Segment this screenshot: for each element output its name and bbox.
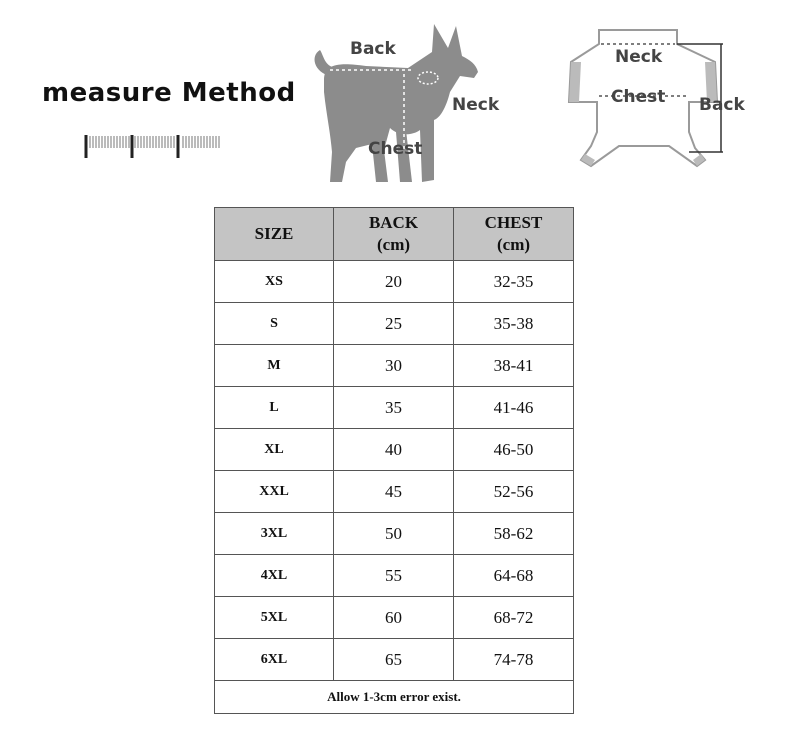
size-cell: 4XL xyxy=(215,555,334,597)
table-row xyxy=(215,555,574,597)
back-cell: 25 xyxy=(334,303,454,345)
header-chest-line2: (cm) xyxy=(496,235,531,254)
chest-cell: 38-41 xyxy=(454,345,574,387)
garment-neck-label: Neck xyxy=(615,47,663,67)
table-row xyxy=(215,639,574,681)
header-back xyxy=(334,208,454,261)
header-chest-line1: CHEST xyxy=(484,213,543,232)
table-note: Allow 1-3cm error exist. xyxy=(215,681,574,714)
size-cell: L xyxy=(215,387,334,429)
back-cell: 60 xyxy=(334,597,454,639)
size-cell: 5XL xyxy=(215,597,334,639)
chest-cell: 35-38 xyxy=(454,303,574,345)
table-row xyxy=(215,471,574,513)
dog-chest-label: Chest xyxy=(368,139,423,159)
chest-cell: 68-72 xyxy=(454,597,574,639)
dog-back-label: Back xyxy=(350,39,396,59)
back-cell: 40 xyxy=(334,429,454,471)
chest-cell: 46-50 xyxy=(454,429,574,471)
chest-cell: 41-46 xyxy=(454,387,574,429)
back-cell: 65 xyxy=(334,639,454,681)
header-back-line2: (cm) xyxy=(376,235,411,254)
garment-back-label: Back xyxy=(699,95,745,115)
header-back-line1: BACK xyxy=(368,213,419,232)
table-header-row xyxy=(215,208,574,261)
measure-method-title: measure Method xyxy=(42,78,296,108)
garment-chest-label: Chest xyxy=(611,87,666,107)
dog-neck-label: Neck xyxy=(452,95,500,115)
size-cell: M xyxy=(215,345,334,387)
table-note-row xyxy=(215,681,574,714)
size-chart-table xyxy=(214,207,574,714)
chest-cell: 74-78 xyxy=(454,639,574,681)
chest-cell: 32-35 xyxy=(454,261,574,303)
size-cell: 3XL xyxy=(215,513,334,555)
header-size: SIZE xyxy=(215,208,334,261)
table-row xyxy=(215,597,574,639)
size-cell: XS xyxy=(215,261,334,303)
garment-measurement-diagram xyxy=(565,22,775,192)
table-row xyxy=(215,513,574,555)
size-cell: XL xyxy=(215,429,334,471)
back-cell: 20 xyxy=(334,261,454,303)
ruler-icon xyxy=(84,132,224,162)
back-cell: 45 xyxy=(334,471,454,513)
chest-cell: 52-56 xyxy=(454,471,574,513)
table-row xyxy=(215,387,574,429)
back-cell: 50 xyxy=(334,513,454,555)
table-row xyxy=(215,303,574,345)
header-chest xyxy=(454,208,574,261)
back-cell: 55 xyxy=(334,555,454,597)
chest-cell: 64-68 xyxy=(454,555,574,597)
size-cell: 6XL xyxy=(215,639,334,681)
size-cell: XXL xyxy=(215,471,334,513)
back-cell: 30 xyxy=(334,345,454,387)
table-row xyxy=(215,429,574,471)
back-cell: 35 xyxy=(334,387,454,429)
table-row xyxy=(215,345,574,387)
chest-cell: 58-62 xyxy=(454,513,574,555)
size-cell: S xyxy=(215,303,334,345)
table-row xyxy=(215,261,574,303)
dog-measurement-diagram xyxy=(300,12,540,192)
